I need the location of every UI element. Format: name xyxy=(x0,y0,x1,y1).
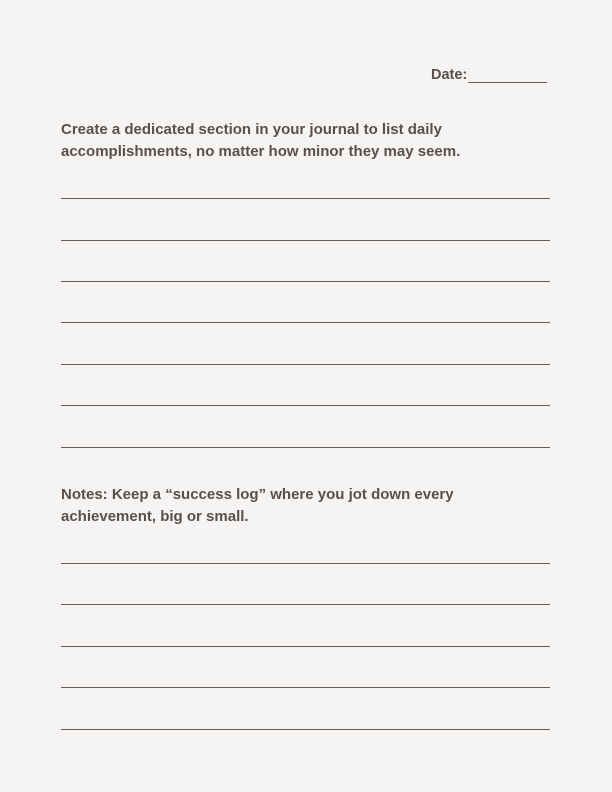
writing-line[interactable] xyxy=(61,240,550,241)
date-blank-line[interactable] xyxy=(468,82,547,83)
writing-line[interactable] xyxy=(61,646,550,647)
journal-prompt-accomplishments xyxy=(61,119,561,163)
prompt-line: Create a dedicated section in your journal to list daily xyxy=(61,121,442,138)
notes-prompt-success-log xyxy=(61,484,561,528)
date-label: Date: xyxy=(431,67,468,83)
writing-line[interactable] xyxy=(61,563,550,564)
date-field xyxy=(431,64,547,84)
writing-line[interactable] xyxy=(61,405,550,406)
writing-line[interactable] xyxy=(61,198,550,199)
prompt-line: Notes: Keep a “success log” where you jot down every xyxy=(61,486,454,503)
prompt-line: accomplishments, no matter how minor they may seem. xyxy=(61,143,461,160)
writing-line[interactable] xyxy=(61,364,550,365)
writing-line[interactable] xyxy=(61,322,550,323)
writing-line[interactable] xyxy=(61,281,550,282)
writing-line[interactable] xyxy=(61,604,550,605)
writing-line[interactable] xyxy=(61,729,550,730)
writing-line[interactable] xyxy=(61,687,550,688)
prompt-line: achievement, big or small. xyxy=(61,508,249,525)
writing-line[interactable] xyxy=(61,447,550,448)
